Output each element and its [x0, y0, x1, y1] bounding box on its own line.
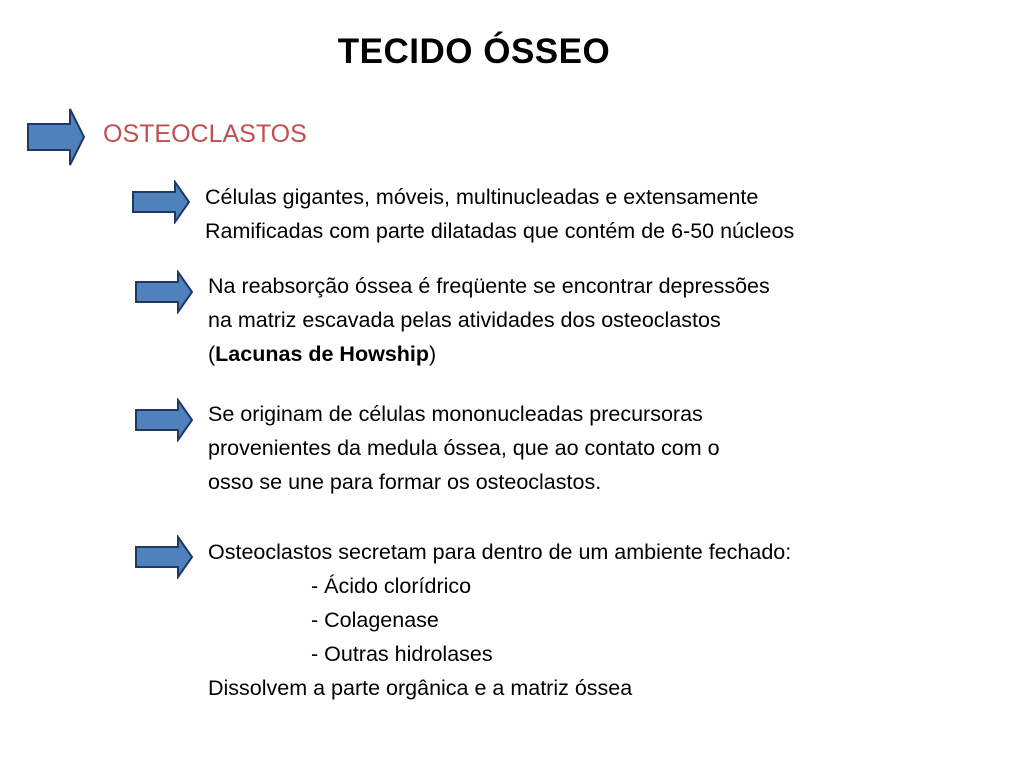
text-line: Células gigantes, móveis, multinucleadas e extensamente — [205, 185, 759, 209]
text-line: osso se une para formar os osteoclastos. — [208, 470, 602, 494]
list-item: - Outras hidrolases — [311, 642, 493, 666]
text-line: Dissolvem a parte orgânica e a matriz óssea — [208, 676, 633, 700]
right-arrow-icon — [27, 107, 87, 167]
slide-title: TECIDO ÓSSEO — [337, 32, 611, 71]
text-line-howship — [208, 337, 770, 371]
right-arrow-icon — [135, 535, 195, 579]
bullet-text-resorption — [208, 269, 770, 371]
text-line: Se originam de células mononucleadas precursoras — [208, 402, 703, 426]
list-item: - Ácido clorídrico — [311, 574, 472, 598]
paren-close: ) — [429, 342, 437, 366]
text-line: Ramificadas com parte dilatadas que contém de 6-50 núcleos — [205, 219, 795, 243]
bullet-text-origin — [208, 397, 720, 499]
text-line: na matriz escavada pelas atividades dos osteoclastos — [208, 308, 721, 332]
bullet-text-secretion — [208, 535, 791, 705]
text-line: Osteoclastos secretam para dentro de um ambiente fechado: — [208, 540, 792, 564]
right-arrow-icon — [132, 180, 192, 224]
paren-open: ( — [208, 342, 216, 366]
bullet-text-cell-description — [205, 180, 794, 248]
list-item: - Colagenase — [311, 608, 439, 632]
howship-lacunae-term: Lacunas de Howship — [215, 342, 430, 366]
text-line: Na reabsorção óssea é freqüente se encontrar depressões — [208, 274, 770, 298]
section-heading: OSTEOCLASTOS — [103, 120, 307, 148]
right-arrow-icon — [135, 398, 195, 442]
text-line: provenientes da medula óssea, que ao contato com o — [208, 436, 720, 460]
right-arrow-icon — [135, 270, 195, 314]
